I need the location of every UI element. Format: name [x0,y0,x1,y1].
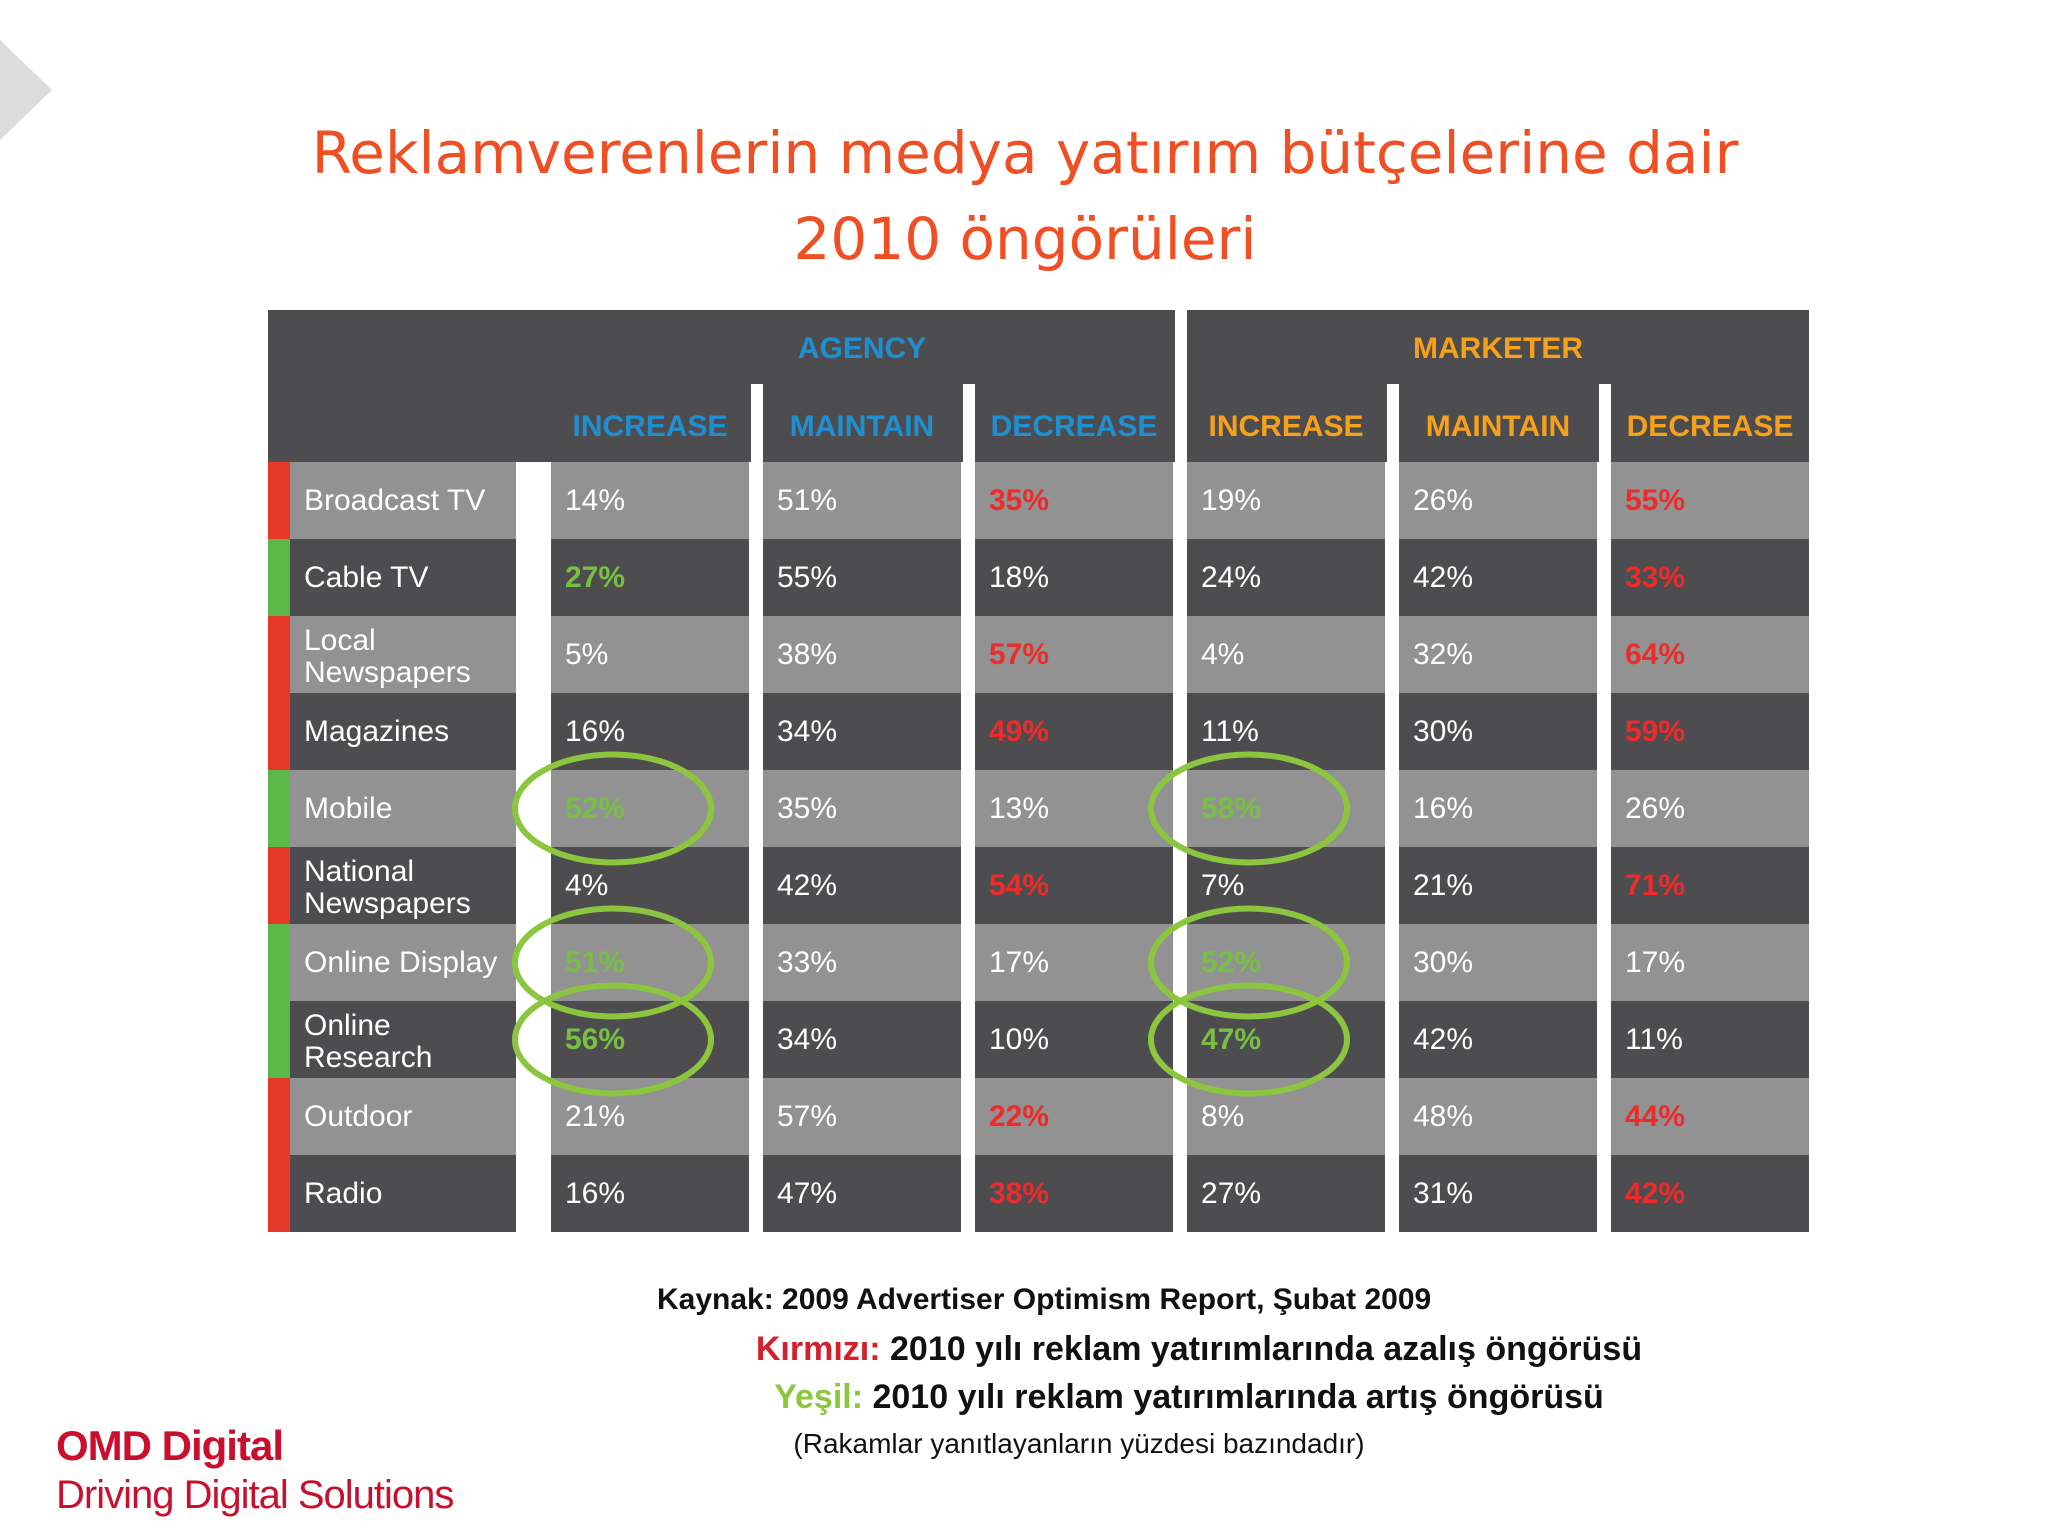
row-marker [268,616,290,693]
cell-value: 31% [1413,1177,1474,1210]
row-label: Online Display [304,946,498,979]
row-label: Cable TV [304,561,429,594]
cell-value: 18% [989,561,1050,594]
page-title: Reklamverenlerin medya yatırım bütçelerine dair 2010 öngörüleri [311,119,1739,273]
row-label: Magazines [304,715,450,748]
cell-value: 24% [1201,561,1262,594]
cell-value: 16% [1413,792,1474,825]
row-label-line: Newspapers [304,887,471,920]
row-marker [268,847,290,924]
header-col-gap [963,384,975,462]
cell-value: 4% [565,869,609,902]
cell-value: 17% [989,946,1050,979]
row-label: Outdoor [304,1100,413,1133]
row-marker [268,1078,290,1155]
cell-value: 51% [777,484,838,517]
cell-value: 33% [1625,561,1686,594]
row-label-line: Local [304,624,376,657]
cell-value: 33% [777,946,838,979]
cell-value: 57% [989,638,1050,671]
row-label: Radio [304,1177,383,1210]
cell-value: 27% [1201,1177,1262,1210]
column-header-increase-agency: INCREASE [572,410,728,443]
cell-value: 51% [565,946,626,979]
column-header-decrease-agency: DECREASE [990,410,1158,443]
cell-value: 55% [777,561,838,594]
corner-arrow-shape [0,40,52,140]
legend-green-key: Yeşil: [774,1378,864,1416]
legend-red-key: Kırmızı: [755,1330,881,1368]
row-marker [268,693,290,770]
cell-value: 42% [777,869,838,902]
cell-value: 13% [989,792,1050,825]
cell-value: 38% [777,638,838,671]
row-label: Broadcast TV [304,484,486,517]
cell-value: 30% [1413,715,1474,748]
cell-value: 56% [565,1023,626,1056]
percentage-note: (Rakamlar yanıtlayanların yüzdesi bazındadır) [793,1428,1365,1459]
media-forecast-table [268,310,1818,1240]
brand-logo-name: OMD Digital [56,1422,283,1469]
row-marker [268,1001,290,1078]
cell-value: 30% [1413,946,1474,979]
cell-value: 34% [777,715,838,748]
cell-value: 16% [565,1177,626,1210]
row-marker [268,924,290,1001]
legend-green [0,1378,2048,1417]
cell-value: 21% [565,1100,626,1133]
cell-value: 19% [1201,484,1262,517]
column-header-maintain-marketer: MAINTAIN [1425,410,1571,443]
row-label-line: Research [304,1041,433,1074]
source-text: Kaynak: 2009 Advertiser Optimism Report, Şubat 2009 [657,1283,1432,1316]
header-col-gap [1387,384,1399,462]
cell-value: 34% [777,1023,838,1056]
cell-value: 4% [1201,638,1245,671]
cell-value: 35% [989,484,1050,517]
cell-value: 11% [1625,1023,1683,1056]
row-label-line: Newspapers [304,656,471,689]
brand-tagline: Driving Digital Solutions [56,1473,454,1517]
legend-green-text: 2010 yılı reklam yatırımlarında artış öngörüsü [863,1378,1604,1416]
cell-value: 48% [1413,1100,1474,1133]
row-marker [268,770,290,847]
legend-red [0,1330,2048,1369]
cell-value: 44% [1625,1100,1686,1133]
legend-red-text: 2010 yılı reklam yatırımlarında azalış öngörüsü [880,1330,1643,1368]
cell-value: 57% [777,1100,838,1133]
cell-value: 32% [1413,638,1474,671]
column-header-increase-marketer: INCREASE [1208,410,1364,443]
column-header-decrease-marketer: DECREASE [1626,410,1794,443]
cell-value: 38% [989,1177,1050,1210]
cell-value: 7% [1201,869,1245,902]
cell-value: 47% [1201,1023,1262,1056]
cell-value: 35% [777,792,838,825]
cell-value: 64% [1625,638,1686,671]
cell-value: 52% [565,792,626,825]
cell-value: 49% [989,715,1050,748]
cell-value: 58% [1201,792,1262,825]
row-marker [268,539,290,616]
cell-value: 11% [1201,715,1259,748]
row-label: Mobile [304,792,393,825]
cell-value: 26% [1625,792,1686,825]
cell-value: 10% [989,1023,1050,1056]
cell-value: 14% [565,484,626,517]
row-label-line: Online [304,1009,391,1042]
group-label-marketer: MARKETER [1413,332,1583,365]
cell-value: 8% [1201,1100,1245,1133]
cell-value: 27% [565,561,626,594]
table-svg [268,310,1818,1240]
group-label-agency: AGENCY [797,332,927,365]
cell-value: 71% [1625,869,1686,902]
cell-value: 16% [565,715,626,748]
row-marker [268,1155,290,1232]
cell-value: 42% [1413,1023,1474,1056]
cell-value: 42% [1625,1177,1686,1210]
row-marker [268,462,290,539]
cell-value: 26% [1413,484,1474,517]
cell-value: 21% [1413,869,1474,902]
cell-value: 52% [1201,946,1262,979]
row-label-line: National [304,855,415,888]
cell-value: 17% [1625,946,1686,979]
cell-value: 5% [565,638,609,671]
cell-value: 42% [1413,561,1474,594]
cell-value: 59% [1625,715,1686,748]
cell-value: 47% [777,1177,838,1210]
cell-value: 22% [989,1100,1050,1133]
header-col-gap [1599,384,1611,462]
cell-value: 54% [989,869,1050,902]
cell-value: 55% [1625,484,1686,517]
header-col-gap [751,384,763,462]
column-header-maintain-agency: MAINTAIN [789,410,935,443]
